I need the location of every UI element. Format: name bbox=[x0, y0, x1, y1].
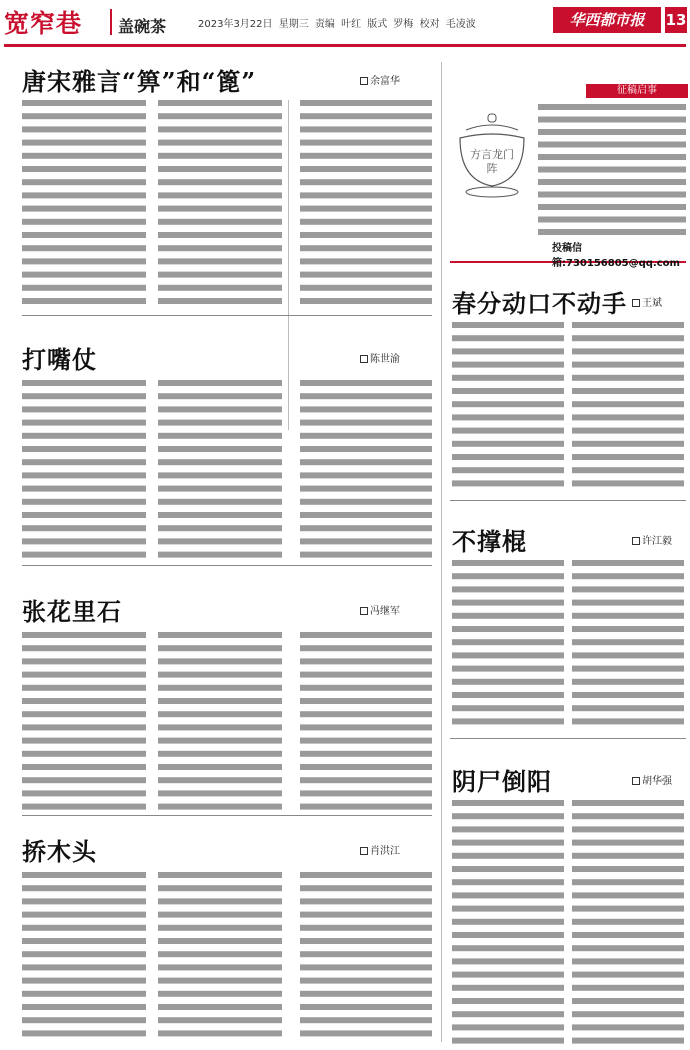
text-line bbox=[452, 573, 564, 579]
text-line bbox=[300, 219, 432, 225]
text-line bbox=[22, 140, 146, 146]
text-line bbox=[452, 652, 564, 658]
text-line bbox=[300, 1004, 432, 1010]
text-line bbox=[158, 978, 282, 984]
text-line bbox=[300, 738, 432, 744]
text-line bbox=[158, 232, 282, 238]
article-author: 肖洪江 bbox=[360, 842, 400, 857]
text-line bbox=[572, 613, 684, 619]
text-line bbox=[158, 219, 282, 225]
text-line bbox=[300, 113, 432, 119]
text-line bbox=[572, 853, 684, 859]
text-line bbox=[158, 446, 282, 452]
text-line bbox=[158, 898, 282, 904]
text-line bbox=[300, 804, 432, 810]
text-line bbox=[452, 480, 564, 486]
text-line bbox=[300, 978, 432, 984]
text-line bbox=[300, 724, 432, 730]
text-line bbox=[452, 985, 564, 991]
text-line bbox=[300, 380, 432, 386]
text-line bbox=[22, 804, 146, 810]
text-line bbox=[22, 1030, 146, 1036]
text-line bbox=[572, 705, 684, 711]
article-author: 余富华 bbox=[360, 72, 400, 87]
text-line bbox=[22, 925, 146, 931]
text-line bbox=[452, 428, 564, 434]
text-line bbox=[158, 925, 282, 931]
text-line bbox=[22, 538, 146, 544]
text-line bbox=[300, 711, 432, 717]
text-line bbox=[22, 872, 146, 878]
text-line bbox=[158, 298, 282, 304]
text-line bbox=[158, 113, 282, 119]
text-line bbox=[452, 639, 564, 645]
text-line bbox=[300, 232, 432, 238]
text-line bbox=[538, 204, 686, 210]
text-line bbox=[300, 140, 432, 146]
text-line bbox=[22, 764, 146, 770]
text-line bbox=[452, 679, 564, 685]
text-line bbox=[22, 685, 146, 691]
text-line bbox=[300, 552, 432, 558]
text-line bbox=[452, 322, 564, 328]
text-line bbox=[572, 813, 684, 819]
text-line bbox=[300, 499, 432, 505]
text-line bbox=[538, 154, 686, 160]
text-line bbox=[300, 698, 432, 704]
text-line bbox=[300, 512, 432, 518]
text-line bbox=[300, 393, 432, 399]
article-author: 胡华强 bbox=[632, 772, 672, 787]
text-line bbox=[300, 751, 432, 757]
text-line bbox=[158, 645, 282, 651]
text-line bbox=[22, 777, 146, 783]
text-line bbox=[452, 362, 564, 368]
text-line bbox=[22, 285, 146, 291]
text-line bbox=[22, 380, 146, 386]
text-line bbox=[158, 433, 282, 439]
text-line bbox=[572, 600, 684, 606]
text-line bbox=[572, 560, 684, 566]
text-line bbox=[300, 206, 432, 212]
text-line bbox=[158, 751, 282, 757]
text-line bbox=[572, 348, 684, 354]
text-line bbox=[158, 459, 282, 465]
text-line bbox=[572, 972, 684, 978]
newspaper-logo: 华西都市报 bbox=[553, 7, 661, 33]
text-line bbox=[452, 998, 564, 1004]
text-line bbox=[452, 826, 564, 832]
text-line bbox=[572, 322, 684, 328]
text-line bbox=[452, 467, 564, 473]
text-line bbox=[22, 219, 146, 225]
text-line bbox=[452, 626, 564, 632]
article-title: 不撑棍 bbox=[452, 527, 527, 556]
text-line bbox=[158, 272, 282, 278]
text-line bbox=[572, 375, 684, 381]
text-line bbox=[452, 560, 564, 566]
text-line bbox=[158, 285, 282, 291]
text-line bbox=[452, 1024, 564, 1030]
text-line bbox=[572, 1011, 684, 1017]
text-line bbox=[572, 932, 684, 938]
text-line bbox=[158, 538, 282, 544]
text-line bbox=[22, 991, 146, 997]
text-line bbox=[158, 685, 282, 691]
text-line bbox=[22, 898, 146, 904]
text-line bbox=[158, 380, 282, 386]
submission-email: 投稿信箱:730156805@qq.com bbox=[552, 243, 680, 269]
text-line bbox=[300, 951, 432, 957]
text-line bbox=[572, 1024, 684, 1030]
text-line bbox=[158, 951, 282, 957]
text-line bbox=[572, 639, 684, 645]
text-line bbox=[158, 738, 282, 744]
text-line bbox=[452, 692, 564, 698]
text-line bbox=[22, 499, 146, 505]
text-line bbox=[158, 724, 282, 730]
text-line bbox=[300, 406, 432, 412]
text-line bbox=[572, 573, 684, 579]
text-line bbox=[22, 258, 146, 264]
text-line bbox=[452, 813, 564, 819]
text-line bbox=[158, 192, 282, 198]
text-line bbox=[572, 945, 684, 951]
text-line bbox=[572, 626, 684, 632]
text-line bbox=[300, 446, 432, 452]
text-line bbox=[22, 632, 146, 638]
text-line bbox=[158, 964, 282, 970]
text-line bbox=[538, 117, 686, 123]
text-line bbox=[572, 362, 684, 368]
text-line bbox=[158, 872, 282, 878]
text-line bbox=[300, 685, 432, 691]
text-line bbox=[22, 738, 146, 744]
text-line bbox=[22, 790, 146, 796]
text-line bbox=[452, 586, 564, 592]
text-line bbox=[158, 206, 282, 212]
text-line bbox=[22, 298, 146, 304]
text-line bbox=[22, 459, 146, 465]
text-line bbox=[22, 153, 146, 159]
text-line bbox=[22, 751, 146, 757]
text-line bbox=[572, 335, 684, 341]
text-line bbox=[158, 512, 282, 518]
text-line bbox=[22, 645, 146, 651]
article-title: 挢木头 bbox=[22, 837, 97, 866]
text-line bbox=[452, 945, 564, 951]
text-line bbox=[572, 454, 684, 460]
text-line bbox=[158, 393, 282, 399]
text-line bbox=[572, 718, 684, 724]
text-line bbox=[300, 285, 432, 291]
text-line bbox=[158, 140, 282, 146]
text-line bbox=[452, 613, 564, 619]
text-line bbox=[452, 972, 564, 978]
text-line bbox=[158, 499, 282, 505]
text-line bbox=[572, 428, 684, 434]
text-line bbox=[22, 433, 146, 439]
article-author: 冯继军 bbox=[360, 602, 400, 617]
text-line bbox=[22, 951, 146, 957]
text-line bbox=[572, 919, 684, 925]
text-line bbox=[22, 472, 146, 478]
text-line bbox=[22, 406, 146, 412]
text-line bbox=[22, 446, 146, 452]
text-line bbox=[452, 718, 564, 724]
column-name: 盖碗茶 bbox=[118, 17, 167, 36]
text-line bbox=[452, 335, 564, 341]
text-line bbox=[158, 991, 282, 997]
text-line bbox=[572, 998, 684, 1004]
text-line bbox=[300, 472, 432, 478]
text-line bbox=[300, 153, 432, 159]
text-line bbox=[572, 401, 684, 407]
text-line bbox=[452, 375, 564, 381]
text-line bbox=[22, 179, 146, 185]
text-line bbox=[158, 764, 282, 770]
issue-meta: 2023年3月22日 星期三 责编 叶红 版式 罗梅 校对 毛凌波 bbox=[198, 19, 476, 30]
text-line bbox=[158, 258, 282, 264]
text-line bbox=[22, 486, 146, 492]
text-line bbox=[572, 480, 684, 486]
text-line bbox=[22, 711, 146, 717]
emblem-caption: 方言龙门阵 bbox=[470, 148, 514, 175]
text-line bbox=[538, 192, 686, 198]
text-line bbox=[300, 912, 432, 918]
text-line bbox=[572, 679, 684, 685]
text-line bbox=[452, 840, 564, 846]
text-line bbox=[572, 388, 684, 394]
text-line bbox=[538, 229, 686, 235]
text-line bbox=[572, 414, 684, 420]
text-line bbox=[538, 142, 686, 148]
text-line bbox=[22, 245, 146, 251]
text-line bbox=[572, 906, 684, 912]
text-line bbox=[538, 167, 686, 173]
text-line bbox=[158, 698, 282, 704]
section-title: 宽窄巷 bbox=[4, 9, 83, 38]
text-line bbox=[572, 892, 684, 898]
text-line bbox=[538, 129, 686, 135]
article-title: 春分动口不动手 bbox=[452, 289, 627, 318]
text-line bbox=[300, 672, 432, 678]
text-line bbox=[22, 206, 146, 212]
article-title: 唐宋雅言“箅”和“篦” bbox=[22, 67, 257, 96]
text-line bbox=[452, 401, 564, 407]
text-line bbox=[22, 113, 146, 119]
article-title: 打嘴仗 bbox=[22, 345, 97, 374]
text-line bbox=[158, 1004, 282, 1010]
text-line bbox=[572, 879, 684, 885]
text-line bbox=[22, 100, 146, 106]
text-line bbox=[300, 938, 432, 944]
text-line bbox=[572, 586, 684, 592]
text-line bbox=[300, 538, 432, 544]
text-line bbox=[572, 692, 684, 698]
text-line bbox=[452, 705, 564, 711]
page-number: 13 bbox=[665, 7, 687, 33]
text-line bbox=[572, 1038, 684, 1044]
text-line bbox=[158, 938, 282, 944]
text-line bbox=[158, 472, 282, 478]
text-line bbox=[22, 978, 146, 984]
text-line bbox=[300, 777, 432, 783]
text-line bbox=[452, 906, 564, 912]
text-line bbox=[300, 764, 432, 770]
text-line bbox=[300, 245, 432, 251]
text-line bbox=[158, 1017, 282, 1023]
text-line bbox=[22, 393, 146, 399]
text-line bbox=[452, 1011, 564, 1017]
text-line bbox=[300, 272, 432, 278]
text-line bbox=[158, 126, 282, 132]
text-line bbox=[22, 672, 146, 678]
text-line bbox=[300, 192, 432, 198]
text-line bbox=[452, 348, 564, 354]
text-line bbox=[452, 666, 564, 672]
article-author: 王斌 bbox=[632, 294, 662, 309]
text-line bbox=[300, 126, 432, 132]
text-line bbox=[300, 964, 432, 970]
text-line bbox=[452, 919, 564, 925]
text-line bbox=[158, 552, 282, 558]
text-line bbox=[300, 632, 432, 638]
text-line bbox=[158, 406, 282, 412]
text-line bbox=[452, 454, 564, 460]
article-title: 阴尸倒阳 bbox=[452, 767, 552, 796]
text-line bbox=[452, 853, 564, 859]
text-line bbox=[22, 512, 146, 518]
text-line bbox=[158, 711, 282, 717]
text-line bbox=[452, 441, 564, 447]
text-line bbox=[300, 166, 432, 172]
text-line bbox=[300, 898, 432, 904]
text-line bbox=[572, 652, 684, 658]
text-line bbox=[22, 938, 146, 944]
text-line bbox=[22, 126, 146, 132]
text-line bbox=[158, 1030, 282, 1036]
text-line bbox=[158, 486, 282, 492]
text-line bbox=[22, 166, 146, 172]
text-line bbox=[452, 866, 564, 872]
text-line bbox=[452, 800, 564, 806]
article-author: 许江毅 bbox=[632, 532, 672, 547]
text-line bbox=[300, 645, 432, 651]
text-line bbox=[158, 912, 282, 918]
text-line bbox=[300, 790, 432, 796]
text-line bbox=[22, 272, 146, 278]
text-line bbox=[572, 826, 684, 832]
text-line bbox=[22, 232, 146, 238]
text-line bbox=[572, 666, 684, 672]
text-line bbox=[22, 912, 146, 918]
text-line bbox=[300, 459, 432, 465]
text-line bbox=[158, 804, 282, 810]
text-line bbox=[452, 892, 564, 898]
text-line bbox=[300, 179, 432, 185]
text-line bbox=[22, 192, 146, 198]
text-line bbox=[300, 298, 432, 304]
text-line bbox=[158, 153, 282, 159]
text-line bbox=[572, 441, 684, 447]
text-line bbox=[452, 1038, 564, 1044]
text-line bbox=[572, 866, 684, 872]
notice-label: 征稿启事 bbox=[586, 84, 688, 98]
text-line bbox=[300, 925, 432, 931]
text-line bbox=[22, 1004, 146, 1010]
text-line bbox=[22, 885, 146, 891]
text-line bbox=[300, 486, 432, 492]
text-line bbox=[158, 632, 282, 638]
text-line bbox=[538, 104, 686, 110]
text-line bbox=[22, 1017, 146, 1023]
text-line bbox=[300, 991, 432, 997]
text-line bbox=[452, 958, 564, 964]
text-line bbox=[158, 100, 282, 106]
text-line bbox=[158, 166, 282, 172]
text-line bbox=[538, 217, 686, 223]
text-line bbox=[158, 672, 282, 678]
text-line bbox=[22, 964, 146, 970]
text-line bbox=[22, 724, 146, 730]
article-author: 陈世渝 bbox=[360, 350, 400, 365]
text-line bbox=[158, 420, 282, 426]
text-line bbox=[158, 790, 282, 796]
text-line bbox=[158, 525, 282, 531]
text-line bbox=[158, 777, 282, 783]
text-line bbox=[300, 433, 432, 439]
text-line bbox=[452, 600, 564, 606]
text-line bbox=[22, 552, 146, 558]
text-line bbox=[572, 840, 684, 846]
article-title: 张花里石 bbox=[22, 597, 122, 626]
text-line bbox=[300, 1030, 432, 1036]
text-line bbox=[572, 800, 684, 806]
text-line bbox=[572, 958, 684, 964]
text-line bbox=[572, 985, 684, 991]
text-line bbox=[300, 258, 432, 264]
text-line bbox=[300, 658, 432, 664]
text-line bbox=[300, 100, 432, 106]
text-line bbox=[22, 658, 146, 664]
text-line bbox=[300, 420, 432, 426]
text-line bbox=[300, 872, 432, 878]
text-line bbox=[300, 525, 432, 531]
text-line bbox=[572, 467, 684, 473]
text-line bbox=[158, 885, 282, 891]
text-line bbox=[300, 885, 432, 891]
text-line bbox=[452, 388, 564, 394]
text-line bbox=[158, 245, 282, 251]
text-line bbox=[22, 525, 146, 531]
text-line bbox=[158, 658, 282, 664]
text-line bbox=[452, 932, 564, 938]
text-line bbox=[452, 414, 564, 420]
text-line bbox=[538, 179, 686, 185]
text-line bbox=[452, 879, 564, 885]
text-line bbox=[22, 698, 146, 704]
text-line bbox=[158, 179, 282, 185]
text-line bbox=[22, 420, 146, 426]
text-line bbox=[300, 1017, 432, 1023]
